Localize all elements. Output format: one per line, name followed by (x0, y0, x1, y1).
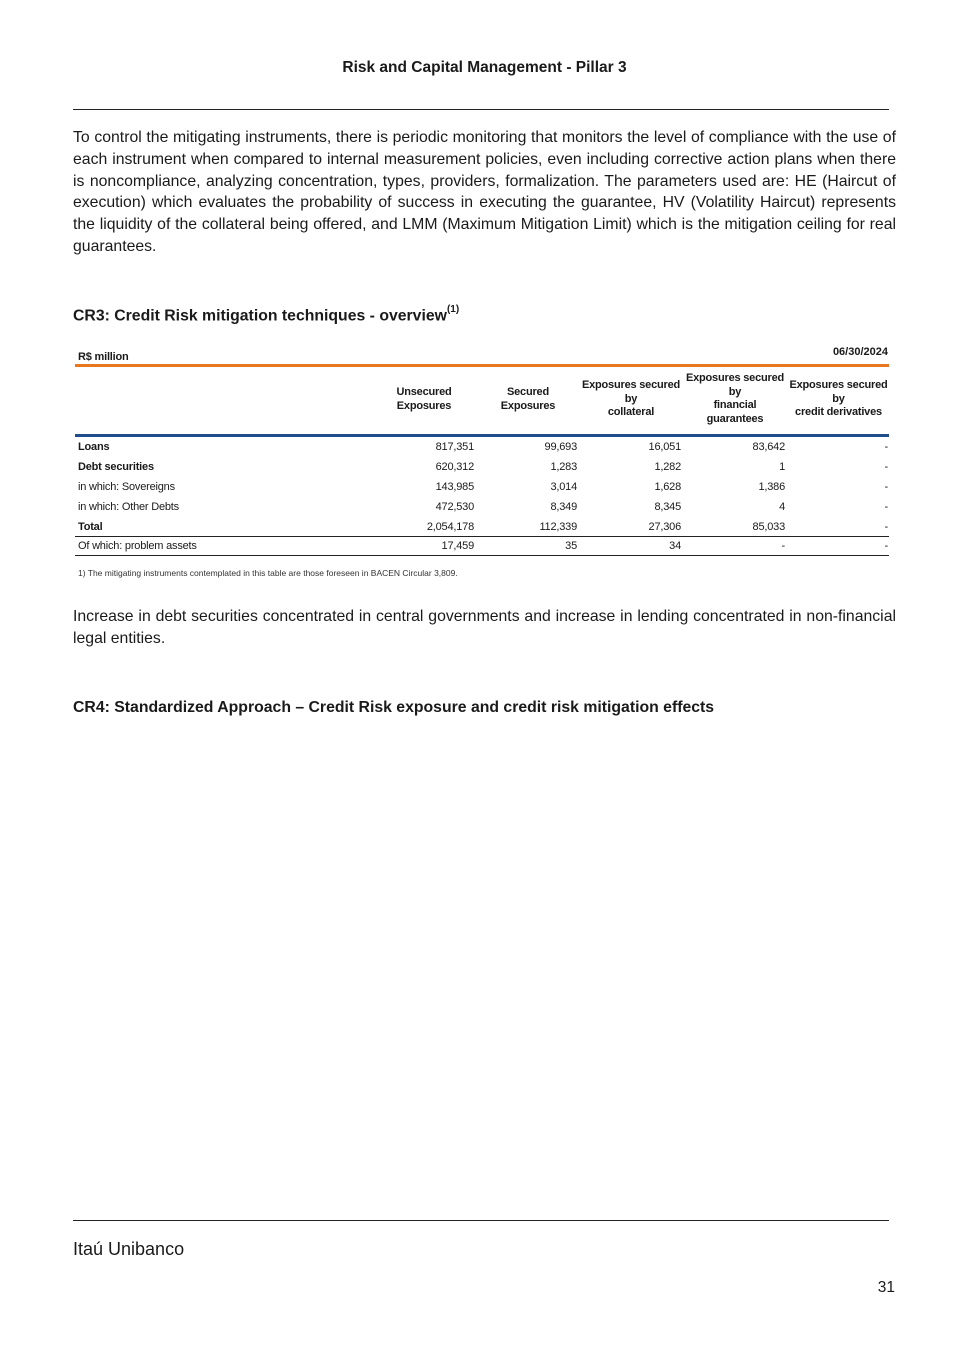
row-label: Loans (78, 441, 110, 453)
cell-credit-derivatives: - (884, 540, 888, 552)
column-header-line: guarantees (706, 412, 764, 425)
page-number: 31 (877, 1279, 895, 1296)
cell-collateral: 8,345 (654, 501, 681, 513)
column-header-line: Exposures secured (685, 372, 785, 384)
cell-unsecured: 817,351 (435, 441, 474, 453)
cell-credit-derivatives: - (884, 481, 888, 493)
footer-divider (73, 1220, 889, 1221)
header-divider (73, 109, 889, 110)
column-header-line: Secured (506, 386, 549, 398)
cell-credit-derivatives: - (884, 441, 888, 453)
cell-secured: 112,339 (539, 521, 577, 533)
cell-unsecured: 17,459 (441, 540, 474, 552)
table-row (75, 517, 889, 537)
cell-collateral: 16,051 (648, 441, 681, 453)
row-label: Of which: problem assets (78, 540, 197, 552)
column-header-line: by (624, 392, 638, 405)
column-header-line: by (832, 392, 845, 405)
cell-collateral: 34 (669, 540, 681, 552)
cell-secured: 99,693 (544, 441, 577, 453)
column-header-secured-by-collateral (578, 379, 684, 420)
cell-unsecured: 143,985 (435, 481, 474, 493)
column-header-line: financial (713, 399, 757, 411)
cell-secured: 8,349 (550, 501, 577, 513)
column-header-line: collateral (607, 406, 655, 418)
table-row (75, 536, 889, 556)
table-row (75, 477, 889, 497)
cell-credit-derivatives: - (884, 461, 888, 473)
table-row (75, 497, 889, 517)
column-header-line: Exposures (396, 399, 452, 412)
table-row (75, 457, 889, 477)
column-header-secured-by-financial-guarantees (682, 372, 788, 426)
cell-financial-guarantees: - (781, 540, 785, 552)
cell-collateral: 1,282 (654, 461, 681, 473)
cell-financial-guarantees: 1,386 (758, 481, 785, 493)
column-header-unsecured-exposures (374, 386, 474, 413)
cr3-comment-paragraph: Increase in debt securities concentrated in central governments and increase in lending concentrated in non-financial legal entities. (73, 608, 896, 647)
cell-financial-guarantees: 83,642 (752, 441, 785, 453)
cell-unsecured: 620,312 (435, 461, 474, 473)
table-bottom-line (75, 555, 889, 556)
table-row (75, 437, 889, 457)
row-label: in which: Sovereigns (78, 481, 175, 493)
table-unit-label: R$ million (78, 351, 129, 363)
table-footnote: 1) The mitigating instruments contemplated in this table are those foreseen in BACEN Circular 3,809. (78, 568, 458, 578)
cell-unsecured: 2,054,178 (426, 521, 474, 533)
cr3-title-text: CR3: Credit Risk mitigation techniques - overview (73, 307, 447, 325)
column-header-line: Exposures secured (789, 379, 888, 391)
footer-company-name: Itaú Unibanco (73, 1239, 185, 1259)
column-header-line: credit derivatives (795, 406, 882, 418)
cell-secured: 1,283 (550, 461, 577, 473)
column-header-line: Unsecured (396, 386, 452, 398)
row-label: in which: Other Debts (78, 501, 179, 513)
table-date-label: 06/30/2024 (832, 346, 888, 358)
row-label: Debt securities (78, 461, 154, 473)
cell-financial-guarantees: 85,033 (752, 521, 785, 533)
row-label: Total (78, 521, 103, 533)
column-header-line: Exposures (500, 399, 556, 412)
intro-paragraph: To control the mitigating instruments, there is periodic monitoring that monitors the level of compliance with the use of each instrument when compared to internal measurement policies, even including corrective action plans when there is noncompliance, analyzing concentration, types, providers, formalization. The parameters used are: HE (Haircut of execution) which evaluates the probability of success in executing the guarantee, HV (Volatility Haircut) represents the liquidity of the collateral being offered, and LMM (Maximum Mitigation Limit) which is the mitigation ceiling for real guarantees. (73, 129, 896, 255)
page-header-title: Risk and Capital Management - Pillar 3 (342, 59, 627, 76)
cr3-title-footnote-ref: (1) (446, 304, 460, 315)
cell-credit-derivatives: - (884, 501, 888, 513)
cell-collateral: 27,306 (648, 521, 681, 533)
cell-secured: 35 (565, 540, 577, 552)
cell-financial-guarantees: 1 (779, 461, 785, 473)
cell-secured: 3,014 (550, 481, 577, 493)
cell-unsecured: 472,530 (435, 501, 474, 513)
column-header-secured-by-credit-derivatives (785, 379, 892, 420)
cell-financial-guarantees: 4 (779, 501, 785, 513)
column-header-line: Exposures secured (581, 379, 681, 391)
cell-credit-derivatives: - (884, 521, 888, 533)
table-top-accent-line (75, 364, 889, 367)
cell-collateral: 1,628 (654, 481, 681, 493)
column-header-secured-exposures (478, 386, 578, 413)
cr3-section-title (73, 306, 459, 325)
column-header-line: by (728, 385, 742, 398)
cr4-section-title: CR4: Standardized Approach – Credit Risk exposure and credit risk mitigation effects (73, 699, 715, 716)
